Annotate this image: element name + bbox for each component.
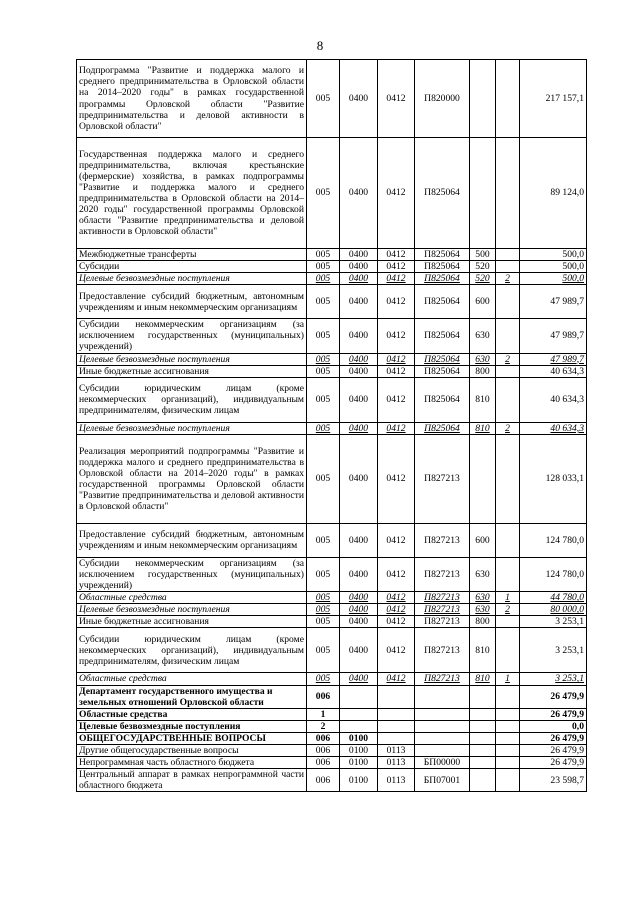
row-amount-cell: 26 479,9 xyxy=(520,685,587,708)
row-source-cell xyxy=(496,377,520,422)
row-subsection-cell: 0113 xyxy=(378,769,415,792)
table-body xyxy=(77,60,587,792)
row-subsection-cell: 0412 xyxy=(378,249,415,261)
row-target-article-cell: П827213 xyxy=(415,592,470,604)
row-subsection-cell: 0412 xyxy=(378,616,415,628)
row-source-cell xyxy=(496,285,520,319)
row-expense-type-cell: 630 xyxy=(470,592,496,604)
row-section-cell: 0400 xyxy=(340,365,378,377)
row-subsection-cell: 0412 xyxy=(378,138,415,249)
row-name-cell: Субсидии некоммерческим организациям (за исключением государственных (муниципальных) учреждений) xyxy=(77,557,307,591)
row-expense-type-cell xyxy=(470,60,496,138)
row-ved-cell: 006 xyxy=(307,757,340,769)
row-source-cell: 2 xyxy=(496,604,520,616)
row-section-cell: 0400 xyxy=(340,261,378,273)
row-section-cell: 0400 xyxy=(340,249,378,261)
row-amount-cell: 217 157,1 xyxy=(520,60,587,138)
row-source-cell xyxy=(496,628,520,673)
row-expense-type-cell xyxy=(470,744,496,756)
row-ved-cell: 005 xyxy=(307,353,340,365)
row-ved-cell: 005 xyxy=(307,273,340,285)
row-expense-type-cell: 810 xyxy=(470,377,496,422)
row-expense-type-cell: 800 xyxy=(470,365,496,377)
row-name-cell: Реализация мероприятий подпрограммы "Развитие и поддержка малого и среднего предпринимательства в Орловской области на 2014–2020 годы" в рамках государственной программы Орловской области "Развитие предпринимательства и деловой активности в Орловской области" xyxy=(77,434,307,523)
row-ved-cell: 1 xyxy=(307,708,340,720)
row-source-cell xyxy=(496,557,520,591)
row-section-cell: 0400 xyxy=(340,592,378,604)
row-section-cell: 0100 xyxy=(340,744,378,756)
row-ved-cell: 005 xyxy=(307,365,340,377)
row-section-cell: 0400 xyxy=(340,628,378,673)
row-amount-cell: 124 780,0 xyxy=(520,557,587,591)
row-source-cell xyxy=(496,261,520,273)
row-expense-type-cell: 500 xyxy=(470,249,496,261)
row-expense-type-cell xyxy=(470,685,496,708)
row-target-article-cell: П827213 xyxy=(415,628,470,673)
row-name-cell: Государственная поддержка малого и среднего предпринимательства, включая крестьянские (фермерские) хозяйства, в рамках подпрограммы "Развитие и поддержка малого и среднего предпринимательства в Орловской области на 2014–2020 годы" государственной программы Орловской области "Развитие предпринимательства и деловой активности в Орловской области" xyxy=(77,138,307,249)
row-name-cell: Субсидии юридическим лицам (кроме некоммерческих организаций), индивидуальным предпринимателям, физическим лицам xyxy=(77,628,307,673)
row-subsection-cell: 0412 xyxy=(378,261,415,273)
table-row xyxy=(77,628,587,673)
row-source-cell xyxy=(496,365,520,377)
row-source-cell xyxy=(496,319,520,353)
row-expense-type-cell: 630 xyxy=(470,319,496,353)
table-row xyxy=(77,616,587,628)
row-name-cell: Целевые безвозмездные поступления xyxy=(77,353,307,365)
row-amount-cell: 89 124,0 xyxy=(520,138,587,249)
row-source-cell: 2 xyxy=(496,422,520,434)
row-amount-cell: 47 989,7 xyxy=(520,319,587,353)
row-section-cell: 0100 xyxy=(340,757,378,769)
row-amount-cell: 124 780,0 xyxy=(520,523,587,557)
row-source-cell: 2 xyxy=(496,273,520,285)
row-name-cell: Иные бюджетные ассигнования xyxy=(77,616,307,628)
row-ved-cell: 005 xyxy=(307,377,340,422)
row-subsection-cell: 0412 xyxy=(378,377,415,422)
row-source-cell xyxy=(496,720,520,732)
row-expense-type-cell: 600 xyxy=(470,523,496,557)
row-name-cell: Иные бюджетные ассигнования xyxy=(77,365,307,377)
row-ved-cell: 005 xyxy=(307,616,340,628)
row-subsection-cell xyxy=(378,732,415,744)
row-subsection-cell xyxy=(378,685,415,708)
row-target-article-cell: П820000 xyxy=(415,60,470,138)
row-amount-cell: 26 479,9 xyxy=(520,757,587,769)
row-subsection-cell: 0412 xyxy=(378,422,415,434)
row-expense-type-cell xyxy=(470,732,496,744)
table-row xyxy=(77,319,587,353)
row-ved-cell: 006 xyxy=(307,685,340,708)
row-amount-cell: 0,0 xyxy=(520,720,587,732)
row-ved-cell: 005 xyxy=(307,673,340,685)
row-expense-type-cell xyxy=(470,434,496,523)
row-expense-type-cell: 630 xyxy=(470,557,496,591)
row-amount-cell: 47 989,7 xyxy=(520,353,587,365)
row-amount-cell: 500,0 xyxy=(520,273,587,285)
row-target-article-cell: П825064 xyxy=(415,353,470,365)
row-target-article-cell: П827213 xyxy=(415,616,470,628)
row-subsection-cell: 0412 xyxy=(378,592,415,604)
row-expense-type-cell: 520 xyxy=(470,261,496,273)
row-ved-cell: 005 xyxy=(307,261,340,273)
row-target-article-cell xyxy=(415,744,470,756)
table-row xyxy=(77,685,587,708)
table-row xyxy=(77,744,587,756)
row-subsection-cell: 0412 xyxy=(378,557,415,591)
table-row xyxy=(77,365,587,377)
row-source-cell xyxy=(496,685,520,708)
row-name-cell: Центральный аппарат в рамках непрограммной части областного бюджета xyxy=(77,769,307,792)
row-name-cell: Субсидии некоммерческим организациям (за исключением государственных (муниципальных) учреждений) xyxy=(77,319,307,353)
row-target-article-cell: П827213 xyxy=(415,557,470,591)
row-subsection-cell: 0412 xyxy=(378,523,415,557)
row-ved-cell: 005 xyxy=(307,138,340,249)
row-source-cell xyxy=(496,708,520,720)
row-subsection-cell: 0113 xyxy=(378,757,415,769)
row-amount-cell: 128 033,1 xyxy=(520,434,587,523)
row-amount-cell: 26 479,9 xyxy=(520,708,587,720)
row-section-cell: 0400 xyxy=(340,604,378,616)
row-subsection-cell: 0412 xyxy=(378,273,415,285)
row-amount-cell: 40 634,3 xyxy=(520,377,587,422)
row-amount-cell: 3 253,1 xyxy=(520,673,587,685)
row-subsection-cell: 0412 xyxy=(378,319,415,353)
row-target-article-cell xyxy=(415,720,470,732)
row-ved-cell: 005 xyxy=(307,249,340,261)
row-name-cell: Областные средства xyxy=(77,708,307,720)
row-target-article-cell: БП00000 xyxy=(415,757,470,769)
row-amount-cell: 3 253,1 xyxy=(520,616,587,628)
row-ved-cell: 006 xyxy=(307,769,340,792)
row-name-cell: Непрограммная часть областного бюджета xyxy=(77,757,307,769)
row-name-cell: Предоставление субсидий бюджетным, автономным учреждениям и иным некоммерческим организациям xyxy=(77,285,307,319)
table-row xyxy=(77,273,587,285)
row-amount-cell: 26 479,9 xyxy=(520,732,587,744)
row-section-cell: 0400 xyxy=(340,60,378,138)
row-section-cell xyxy=(340,720,378,732)
row-section-cell: 0400 xyxy=(340,523,378,557)
row-source-cell xyxy=(496,757,520,769)
row-expense-type-cell: 520 xyxy=(470,273,496,285)
row-expense-type-cell xyxy=(470,769,496,792)
row-name-cell: Предоставление субсидий бюджетным, автономным учреждениям и иным некоммерческим организациям xyxy=(77,523,307,557)
row-amount-cell: 26 479,9 xyxy=(520,744,587,756)
row-ved-cell: 005 xyxy=(307,285,340,319)
row-name-cell: Другие общегосударственные вопросы xyxy=(77,744,307,756)
row-expense-type-cell xyxy=(470,708,496,720)
row-source-cell xyxy=(496,744,520,756)
row-subsection-cell: 0412 xyxy=(378,365,415,377)
row-ved-cell: 005 xyxy=(307,628,340,673)
row-target-article-cell: П827213 xyxy=(415,523,470,557)
table-row xyxy=(77,353,587,365)
row-subsection-cell xyxy=(378,720,415,732)
budget-table xyxy=(76,59,587,792)
row-ved-cell: 005 xyxy=(307,319,340,353)
row-ved-cell: 005 xyxy=(307,592,340,604)
row-source-cell: 1 xyxy=(496,673,520,685)
row-amount-cell: 44 780,0 xyxy=(520,592,587,604)
row-section-cell: 0400 xyxy=(340,319,378,353)
row-section-cell: 0400 xyxy=(340,138,378,249)
page-number: 8 xyxy=(316,38,324,53)
table-row xyxy=(77,434,587,523)
row-section-cell: 0400 xyxy=(340,273,378,285)
row-expense-type-cell: 600 xyxy=(470,285,496,319)
row-subsection-cell: 0412 xyxy=(378,353,415,365)
row-name-cell: Целевые безвозмездные поступления xyxy=(77,604,307,616)
row-expense-type-cell: 810 xyxy=(470,422,496,434)
table-row xyxy=(77,592,587,604)
row-section-cell: 0400 xyxy=(340,434,378,523)
row-section-cell: 0400 xyxy=(340,616,378,628)
row-section-cell xyxy=(340,685,378,708)
row-expense-type-cell: 630 xyxy=(470,353,496,365)
row-target-article-cell: П825064 xyxy=(415,261,470,273)
row-amount-cell: 40 634,3 xyxy=(520,422,587,434)
row-source-cell xyxy=(496,732,520,744)
row-expense-type-cell: 810 xyxy=(470,673,496,685)
row-subsection-cell: 0412 xyxy=(378,628,415,673)
table-row xyxy=(77,138,587,249)
row-target-article-cell: П825064 xyxy=(415,285,470,319)
row-expense-type-cell: 810 xyxy=(470,628,496,673)
row-amount-cell: 40 634,3 xyxy=(520,365,587,377)
row-name-cell: ОБЩЕГОСУДАРСТВЕННЫЕ ВОПРОСЫ xyxy=(77,732,307,744)
table-row xyxy=(77,285,587,319)
row-ved-cell: 2 xyxy=(307,720,340,732)
table-row xyxy=(77,60,587,138)
row-ved-cell: 005 xyxy=(307,60,340,138)
row-target-article-cell: П825064 xyxy=(415,365,470,377)
row-target-article-cell xyxy=(415,732,470,744)
row-amount-cell: 500,0 xyxy=(520,261,587,273)
row-name-cell: Субсидии xyxy=(77,261,307,273)
row-ved-cell: 006 xyxy=(307,732,340,744)
row-source-cell xyxy=(496,616,520,628)
row-expense-type-cell: 800 xyxy=(470,616,496,628)
row-target-article-cell: П825064 xyxy=(415,377,470,422)
row-name-cell: Целевые безвозмездные поступления xyxy=(77,720,307,732)
row-target-article-cell xyxy=(415,708,470,720)
row-subsection-cell: 0412 xyxy=(378,285,415,319)
row-section-cell: 0400 xyxy=(340,557,378,591)
table-row xyxy=(77,557,587,591)
row-expense-type-cell: 630 xyxy=(470,604,496,616)
row-subsection-cell: 0412 xyxy=(378,434,415,523)
row-name-cell: Областные средства xyxy=(77,592,307,604)
row-section-cell xyxy=(340,708,378,720)
row-target-article-cell: П827213 xyxy=(415,434,470,523)
row-expense-type-cell xyxy=(470,720,496,732)
row-section-cell: 0400 xyxy=(340,377,378,422)
row-target-article-cell: П825064 xyxy=(415,319,470,353)
row-target-article-cell: П825064 xyxy=(415,422,470,434)
table-row xyxy=(77,757,587,769)
row-source-cell xyxy=(496,523,520,557)
row-ved-cell: 005 xyxy=(307,557,340,591)
row-section-cell: 0400 xyxy=(340,422,378,434)
row-section-cell: 0400 xyxy=(340,353,378,365)
row-amount-cell: 47 989,7 xyxy=(520,285,587,319)
row-source-cell xyxy=(496,60,520,138)
row-target-article-cell xyxy=(415,685,470,708)
row-section-cell: 0100 xyxy=(340,769,378,792)
row-target-article-cell: БП07001 xyxy=(415,769,470,792)
row-source-cell xyxy=(496,434,520,523)
table-row xyxy=(77,673,587,685)
row-section-cell: 0400 xyxy=(340,673,378,685)
row-subsection-cell: 0412 xyxy=(378,673,415,685)
row-name-cell: Целевые безвозмездные поступления xyxy=(77,422,307,434)
row-name-cell: Субсидии юридическим лицам (кроме некоммерческих организаций), индивидуальным предпринимателям, физическим лицам xyxy=(77,377,307,422)
row-ved-cell: 005 xyxy=(307,434,340,523)
table-row xyxy=(77,422,587,434)
row-name-cell: Межбюджетные трансферты xyxy=(77,249,307,261)
row-amount-cell: 80 000,0 xyxy=(520,604,587,616)
row-source-cell xyxy=(496,249,520,261)
row-subsection-cell: 0412 xyxy=(378,60,415,138)
row-ved-cell: 006 xyxy=(307,744,340,756)
row-amount-cell: 23 598,7 xyxy=(520,769,587,792)
row-target-article-cell: П825064 xyxy=(415,138,470,249)
row-section-cell: 0100 xyxy=(340,732,378,744)
row-expense-type-cell xyxy=(470,138,496,249)
row-ved-cell: 005 xyxy=(307,422,340,434)
row-expense-type-cell xyxy=(470,757,496,769)
table-row xyxy=(77,249,587,261)
row-source-cell: 1 xyxy=(496,592,520,604)
row-target-article-cell: П825064 xyxy=(415,273,470,285)
row-name-cell: Департамент государственного имущества и земельных отношений Орловской области xyxy=(77,685,307,708)
row-name-cell: Подпрограмма "Развитие и поддержка малого и среднего предпринимательства в Орловской области на 2014–2020 годы" в рамках государственной программы Орловской области "Развитие предпринимательства и деловой активности в Орловской области" xyxy=(77,60,307,138)
row-source-cell xyxy=(496,138,520,249)
row-name-cell: Областные средства xyxy=(77,673,307,685)
row-name-cell: Целевые безвозмездные поступления xyxy=(77,273,307,285)
row-target-article-cell: П825064 xyxy=(415,249,470,261)
table-row xyxy=(77,523,587,557)
table-row xyxy=(77,261,587,273)
row-ved-cell: 005 xyxy=(307,604,340,616)
table-row xyxy=(77,769,587,792)
table-row xyxy=(77,720,587,732)
table-row xyxy=(77,604,587,616)
row-target-article-cell: П827213 xyxy=(415,604,470,616)
row-source-cell xyxy=(496,769,520,792)
row-ved-cell: 005 xyxy=(307,523,340,557)
row-subsection-cell xyxy=(378,708,415,720)
row-source-cell: 2 xyxy=(496,353,520,365)
table-row xyxy=(77,732,587,744)
row-subsection-cell: 0412 xyxy=(378,604,415,616)
table-row xyxy=(77,377,587,422)
row-subsection-cell: 0113 xyxy=(378,744,415,756)
row-section-cell: 0400 xyxy=(340,285,378,319)
row-target-article-cell: П827213 xyxy=(415,673,470,685)
row-amount-cell: 500,0 xyxy=(520,249,587,261)
table-row xyxy=(77,708,587,720)
row-amount-cell: 3 253,1 xyxy=(520,628,587,673)
